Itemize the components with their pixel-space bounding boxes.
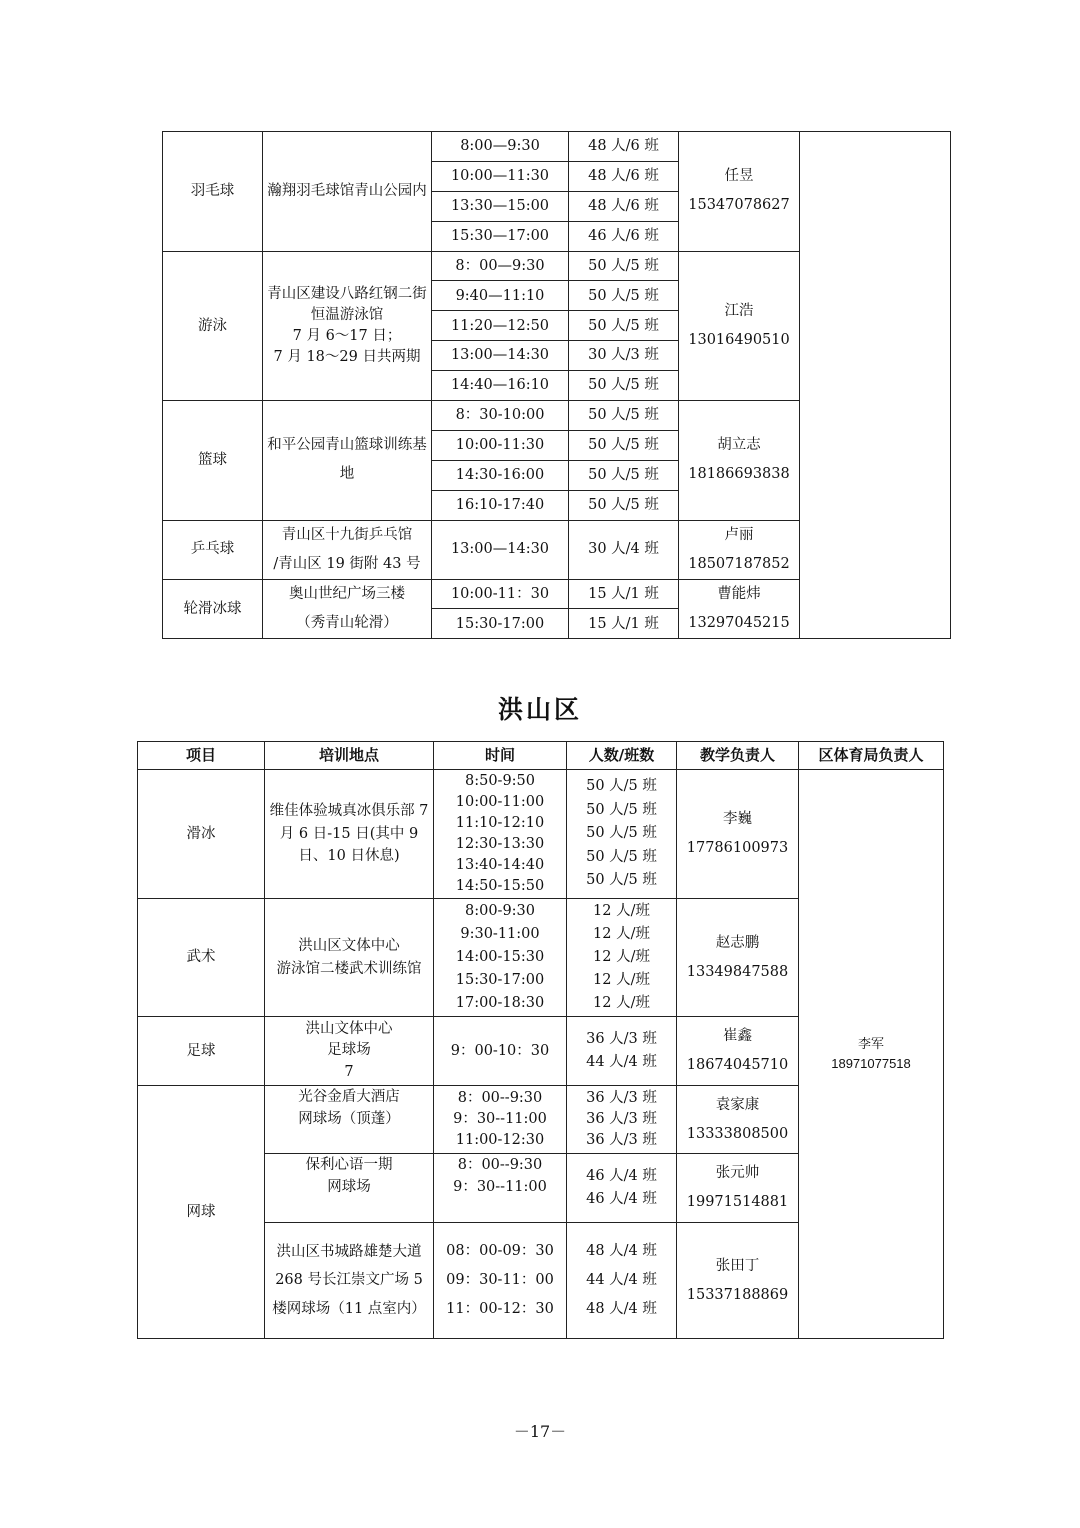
- teacher-cell: [679, 401, 800, 521]
- capacity-item: 44 人/4 班: [586, 1272, 657, 1288]
- teacher-phone: 18186693838: [688, 466, 790, 483]
- venue-line: 保利心语一期: [305, 1157, 393, 1174]
- venue-cell: [265, 1086, 434, 1154]
- capacity-item: 48 人/4 班: [586, 1243, 657, 1259]
- teacher-cell: [679, 520, 800, 579]
- section-title: 洪山区: [497, 695, 582, 724]
- time-cell: 10:00-11：30: [432, 579, 569, 609]
- capacity-cell: 50 人/5 班: [569, 311, 679, 341]
- header-row: [138, 742, 944, 770]
- header-teacher: 教学负责人: [677, 742, 799, 770]
- teacher-name: 曹能炜: [717, 585, 761, 602]
- capacity-cell: 30 人/3 班: [569, 341, 679, 371]
- teacher-phone: 15347078627: [688, 197, 790, 214]
- header-venue: 培训地点: [265, 742, 434, 770]
- time-cell: 13:30—15:00: [432, 191, 569, 221]
- capacity-cell: 48 人/6 班: [569, 132, 679, 162]
- district-officer-cell: [799, 770, 944, 1339]
- venue-cell: [265, 1017, 434, 1086]
- sport-tennis: 网球: [138, 1086, 265, 1339]
- time-cell: 10:00-11:30: [432, 430, 569, 460]
- time-slot: 15:30-17:00: [455, 972, 545, 989]
- teacher-name: 张田丁: [715, 1257, 760, 1274]
- teacher-cell: [679, 579, 800, 639]
- time-slot: 8:00-9:30: [464, 902, 536, 919]
- venue-cell: [265, 899, 434, 1017]
- teacher-phone: 17786100973: [686, 840, 789, 856]
- hongshan-schedule-table: [137, 741, 944, 1339]
- capacity-item: 36 人/3 班: [586, 1089, 657, 1106]
- teacher-name: 李巍: [723, 811, 752, 827]
- teacher-name: 袁家康: [715, 1096, 760, 1113]
- teacher-phone: 18674045710: [686, 1057, 789, 1073]
- capacity-cell: [567, 1154, 677, 1223]
- venue-line: 奥山世纪广场三楼: [289, 585, 405, 602]
- time-cell: 9：00-10：30: [434, 1017, 567, 1086]
- time-cell: 8:00—9:30: [432, 132, 569, 162]
- table-row: [163, 132, 951, 162]
- teacher-name: 卢丽: [724, 526, 754, 543]
- time-slot: 10:00-11:00: [455, 793, 545, 810]
- time-slot: 11:00-12:30: [455, 1132, 545, 1148]
- time-cell: [434, 1154, 567, 1223]
- venue-cell: 洪山区书城路雄楚大道 268 号长江崇文广场 5 楼网球场（11 点室内）: [265, 1223, 434, 1339]
- sport-skating: 滑冰: [138, 770, 265, 899]
- teacher-cell: [679, 132, 800, 252]
- capacity-cell: [567, 1017, 677, 1086]
- time-slot: 11：00-12：30: [446, 1301, 554, 1317]
- venue-line: 洪山文体中心: [305, 1021, 393, 1038]
- capacity-item: 12 人/班: [593, 925, 650, 942]
- time-slot: 14:50-15:50: [455, 878, 545, 895]
- capacity-cell: 50 人/5 班: [569, 371, 679, 401]
- teacher-phone: 18507187852: [688, 555, 790, 572]
- teacher-phone: 13333808500: [686, 1125, 789, 1142]
- venue-line: 网球场（顶蓬）: [298, 1110, 400, 1127]
- venue-line: 青山区十九街乒乓馆: [281, 526, 413, 543]
- header-district-officer: 区体育局负责人: [799, 742, 944, 770]
- venue-cell: 和平公园青山篮球训练基地: [263, 401, 432, 521]
- teacher-cell: [677, 1017, 799, 1086]
- time-cell: 8：00—9:30: [432, 251, 569, 281]
- venue-line: 7 月 6～17 日；: [292, 327, 402, 344]
- capacity-cell: 50 人/5 班: [569, 490, 679, 520]
- venue-line: /青山区 19 街附 43 号: [273, 555, 421, 572]
- venue-line: 7 月 18～29 日共两期: [273, 348, 421, 365]
- time-slot: 9：30--11:00: [453, 1110, 547, 1127]
- time-slot: 9:30-11:00: [460, 925, 540, 942]
- capacity-item: 50 人/5 班: [586, 801, 657, 818]
- capacity-item: 50 人/5 班: [586, 872, 657, 889]
- capacity-item: 44 人/4 班: [586, 1054, 657, 1070]
- teacher-name: 赵志鹏: [715, 934, 760, 951]
- capacity-item: 12 人/班: [593, 948, 650, 965]
- time-slot: 13:40-14:40: [455, 857, 545, 874]
- time-cell: [434, 1086, 567, 1154]
- time-cell: [434, 770, 567, 899]
- teacher-cell: [677, 899, 799, 1017]
- time-cell: 13:00—14:30: [432, 520, 569, 579]
- sport-roller-hockey: 轮滑冰球: [163, 579, 263, 639]
- capacity-item: 50 人/5 班: [586, 848, 657, 865]
- district-officer-phone: 18971077518: [831, 1056, 911, 1071]
- capacity-item: 50 人/5 班: [586, 825, 657, 842]
- time-slot: 8：00--9:30: [457, 1157, 543, 1174]
- capacity-cell: 50 人/5 班: [569, 401, 679, 431]
- capacity-item: 36 人/3 班: [586, 1030, 657, 1047]
- teacher-phone: 19971514881: [686, 1194, 789, 1210]
- time-cell: 9:40—11:10: [432, 281, 569, 311]
- time-slot: 9：30--11:00: [453, 1179, 547, 1196]
- time-slot: 11:10-12:10: [455, 814, 545, 831]
- sport-badminton: 羽毛球: [163, 132, 263, 252]
- capacity-item: 36 人/3 班: [586, 1132, 657, 1148]
- capacity-cell: [567, 1086, 677, 1154]
- venue-cell: 维佳体验城真冰俱乐部 7 月 6 日-15 日(其中 9 日、10 日休息): [265, 770, 434, 899]
- capacity-cell: 50 人/5 班: [569, 251, 679, 281]
- venue-line: 游泳馆二楼武术训练馆: [276, 960, 422, 977]
- header-sport: 项目: [138, 742, 265, 770]
- time-slot: 08：00-09：30: [446, 1243, 554, 1259]
- venue-line: （秀青山轮滑）: [296, 614, 398, 631]
- venue-line: 青山区建设八路红钢二街恒温游泳馆: [267, 285, 427, 323]
- teacher-cell: [679, 251, 800, 400]
- venue-cell: [263, 251, 432, 400]
- teacher-name: 崔鑫: [723, 1028, 752, 1044]
- time-slot: 17:00-18:30: [455, 995, 545, 1012]
- time-cell: 15:30—17:00: [432, 221, 569, 251]
- capacity-cell: [567, 770, 677, 899]
- capacity-item: 36 人/3 班: [586, 1110, 657, 1127]
- capacity-item: 46 人/4 班: [586, 1191, 657, 1207]
- capacity-cell: 46 人/6 班: [569, 221, 679, 251]
- district-officer-cell: [800, 132, 951, 639]
- venue-cell: [265, 1154, 434, 1223]
- venue-cell: [263, 579, 432, 639]
- capacity-cell: 15 人/1 班: [569, 609, 679, 639]
- teacher-name: 张元帅: [715, 1165, 760, 1181]
- capacity-cell: 50 人/5 班: [569, 430, 679, 460]
- capacity-item: 12 人/班: [593, 972, 650, 989]
- time-slot: 14:00-15:30: [455, 948, 545, 965]
- header-capacity: 人数/班数: [567, 742, 677, 770]
- capacity-cell: [567, 1223, 677, 1339]
- capacity-item: 50 人/5 班: [586, 777, 657, 794]
- capacity-item: 12 人/班: [593, 995, 650, 1012]
- time-cell: [434, 1223, 567, 1339]
- sport-wushu: 武术: [138, 899, 265, 1017]
- capacity-item: 12 人/班: [593, 902, 650, 919]
- time-cell: 8：30-10:00: [432, 401, 569, 431]
- time-cell: 10:00—11:30: [432, 161, 569, 191]
- venue-line: 足球场: [327, 1042, 371, 1059]
- time-slot: 8：00--9:30: [457, 1089, 543, 1106]
- teacher-phone: 13016490510: [688, 331, 790, 348]
- page-number: －17－: [513, 1422, 567, 1441]
- teacher-cell: [677, 1154, 799, 1223]
- time-slot: 09：30-11：00: [446, 1272, 554, 1288]
- qingshan-schedule-table: [162, 131, 951, 639]
- time-cell: 14:30-16:00: [432, 460, 569, 490]
- capacity-item: 48 人/4 班: [586, 1301, 657, 1317]
- capacity-cell: [567, 899, 677, 1017]
- capacity-cell: 15 人/1 班: [569, 579, 679, 609]
- sport-table-tennis: 乒乓球: [163, 520, 263, 579]
- table-row: [138, 770, 944, 899]
- time-cell: [434, 899, 567, 1017]
- header-time: 时间: [434, 742, 567, 770]
- time-slot: 8:50-9:50: [464, 772, 536, 789]
- venue-line: 7: [344, 1063, 354, 1080]
- sport-swimming: 游泳: [163, 251, 263, 400]
- time-slot: 12:30-13:30: [455, 836, 545, 852]
- capacity-cell: 50 人/5 班: [569, 281, 679, 311]
- venue-line: 网球场: [327, 1179, 371, 1196]
- teacher-name: 任昱: [724, 168, 754, 185]
- time-cell: 11:20—12:50: [432, 311, 569, 341]
- teacher-phone: 13297045215: [688, 614, 790, 631]
- teacher-name: 江浩: [724, 302, 754, 319]
- teacher-cell: [677, 1223, 799, 1339]
- venue-line: 光谷金盾大酒店: [298, 1088, 400, 1105]
- sport-basketball: 篮球: [163, 401, 263, 521]
- teacher-phone: 15337188869: [686, 1286, 789, 1303]
- time-cell: 16:10-17:40: [432, 490, 569, 520]
- teacher-cell: [677, 770, 799, 899]
- time-cell: 15:30-17:00: [432, 609, 569, 639]
- district-officer-name: 李军: [857, 1035, 884, 1051]
- teacher-cell: [677, 1086, 799, 1154]
- sport-football: 足球: [138, 1017, 265, 1086]
- venue-line: 洪山区文体中心: [298, 938, 400, 955]
- venue-cell: 瀚翔羽毛球馆青山公园内: [263, 132, 432, 252]
- capacity-cell: 30 人/4 班: [569, 520, 679, 579]
- capacity-cell: 50 人/5 班: [569, 460, 679, 490]
- capacity-item: 46 人/4 班: [586, 1167, 657, 1184]
- venue-cell: [263, 520, 432, 579]
- teacher-name: 胡立志: [717, 437, 761, 454]
- capacity-cell: 48 人/6 班: [569, 161, 679, 191]
- teacher-phone: 13349847588: [686, 963, 789, 980]
- time-cell: 13:00—14:30: [432, 341, 569, 371]
- capacity-cell: 48 人/6 班: [569, 191, 679, 221]
- time-cell: 14:40—16:10: [432, 371, 569, 401]
